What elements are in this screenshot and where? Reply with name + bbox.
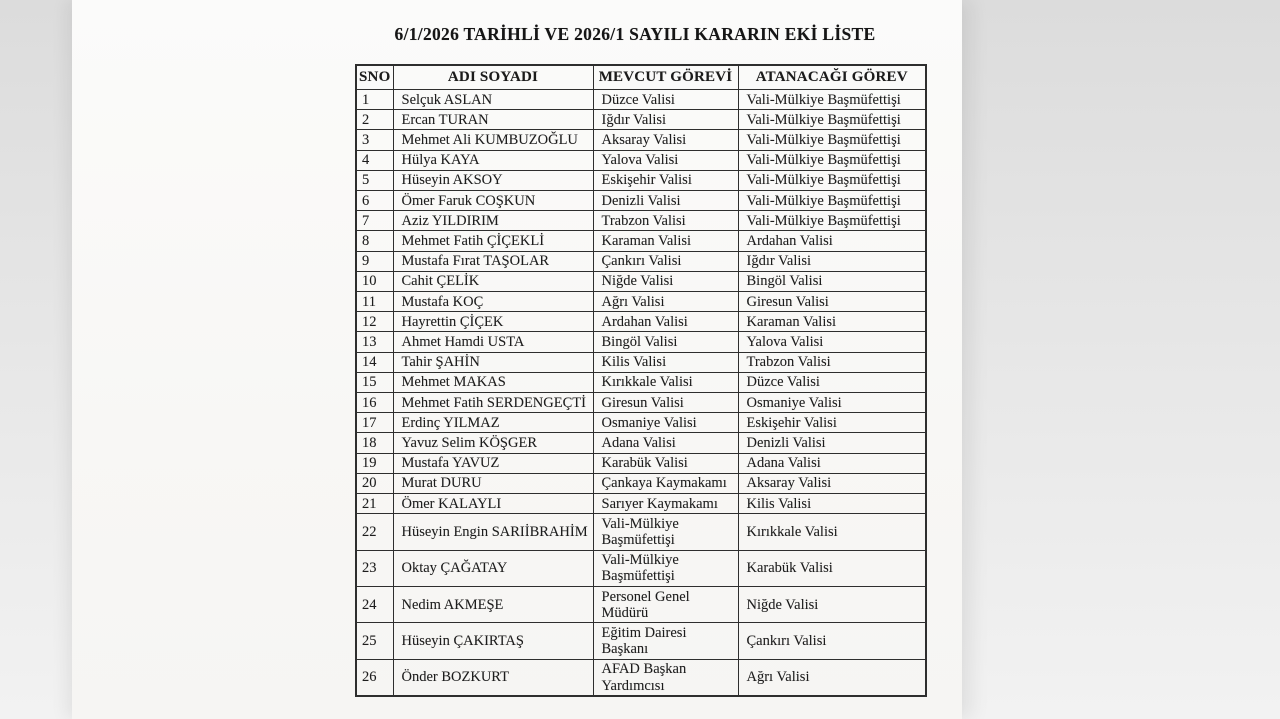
row-sno: 2 xyxy=(356,110,393,130)
row-name: Aziz YILDIRIM xyxy=(393,211,593,231)
table-row xyxy=(356,473,926,493)
row-sno: 12 xyxy=(356,312,393,332)
row-current-duty: Düzce Valisi xyxy=(593,90,738,110)
row-assigned-duty: Giresun Valisi xyxy=(738,292,926,312)
header-sno: SNO xyxy=(356,65,393,90)
row-name: Tahir ŞAHİN xyxy=(393,352,593,372)
row-assigned-duty: Trabzon Valisi xyxy=(738,352,926,372)
row-name: Önder BOZKURT xyxy=(393,659,593,696)
row-assigned-duty: Vali-Mülkiye Başmüfettişi xyxy=(738,150,926,170)
row-assigned-duty: Adana Valisi xyxy=(738,453,926,473)
appointments-table xyxy=(355,64,927,697)
row-assigned-duty: Kilis Valisi xyxy=(738,494,926,514)
row-assigned-duty: Aksaray Valisi xyxy=(738,473,926,493)
table-row xyxy=(356,271,926,291)
row-current-duty: Aksaray Valisi xyxy=(593,130,738,150)
row-sno: 13 xyxy=(356,332,393,352)
row-current-duty: Eğitim Dairesi Başkanı xyxy=(593,623,738,659)
row-current-duty: Eskişehir Valisi xyxy=(593,170,738,190)
row-current-duty: Ardahan Valisi xyxy=(593,312,738,332)
row-current-duty: Adana Valisi xyxy=(593,433,738,453)
row-assigned-duty: Eskişehir Valisi xyxy=(738,413,926,433)
row-current-duty: Sarıyer Kaymakamı xyxy=(593,494,738,514)
row-current-duty: Osmaniye Valisi xyxy=(593,413,738,433)
row-sno: 4 xyxy=(356,150,393,170)
row-name: Ömer KALAYLI xyxy=(393,494,593,514)
row-assigned-duty: Vali-Mülkiye Başmüfettişi xyxy=(738,90,926,110)
row-sno: 18 xyxy=(356,433,393,453)
row-sno: 15 xyxy=(356,372,393,392)
row-current-duty: Iğdır Valisi xyxy=(593,110,738,130)
row-sno: 5 xyxy=(356,170,393,190)
row-current-duty: Kilis Valisi xyxy=(593,352,738,372)
row-sno: 10 xyxy=(356,271,393,291)
row-name: Mehmet Fatih SERDENGEÇTİ xyxy=(393,393,593,413)
row-sno: 9 xyxy=(356,251,393,271)
row-current-duty: Giresun Valisi xyxy=(593,393,738,413)
header-current-duty: MEVCUT GÖREVİ xyxy=(593,65,738,90)
row-assigned-duty: Karaman Valisi xyxy=(738,312,926,332)
row-current-duty: Trabzon Valisi xyxy=(593,211,738,231)
row-assigned-duty: Ardahan Valisi xyxy=(738,231,926,251)
row-sno: 23 xyxy=(356,550,393,586)
row-assigned-duty: Çankırı Valisi xyxy=(738,623,926,659)
row-name: Ömer Faruk COŞKUN xyxy=(393,191,593,211)
row-assigned-duty: Osmaniye Valisi xyxy=(738,393,926,413)
row-sno: 26 xyxy=(356,659,393,696)
document-title: 6/1/2026 TARİHLİ VE 2026/1 SAYILI KARARIN EKİ LİSTE xyxy=(394,24,876,44)
table-row xyxy=(356,393,926,413)
row-name: Mehmet Ali KUMBUZOĞLU xyxy=(393,130,593,150)
row-current-duty: Vali-Mülkiye Başmüfettişi xyxy=(593,550,738,586)
row-assigned-duty: Vali-Mülkiye Başmüfettişi xyxy=(738,191,926,211)
row-name: Mehmet Fatih ÇİÇEKLİ xyxy=(393,231,593,251)
row-sno: 22 xyxy=(356,514,393,550)
table-row xyxy=(356,413,926,433)
row-assigned-duty: Niğde Valisi xyxy=(738,587,926,623)
table-row xyxy=(356,372,926,392)
row-sno: 6 xyxy=(356,191,393,211)
table-row xyxy=(356,623,926,659)
table-row xyxy=(356,453,926,473)
row-name: Hüseyin Engin SARIİBRAHİM xyxy=(393,514,593,550)
row-sno: 25 xyxy=(356,623,393,659)
table-row xyxy=(356,251,926,271)
row-assigned-duty: Iğdır Valisi xyxy=(738,251,926,271)
table-row xyxy=(356,312,926,332)
row-name: Erdinç YILMAZ xyxy=(393,413,593,433)
row-sno: 24 xyxy=(356,587,393,623)
row-sno: 14 xyxy=(356,352,393,372)
table-row xyxy=(356,170,926,190)
row-assigned-duty: Karabük Valisi xyxy=(738,550,926,586)
row-name: Hüseyin AKSOY xyxy=(393,170,593,190)
row-name: Mehmet MAKAS xyxy=(393,372,593,392)
row-name: Yavuz Selim KÖŞGER xyxy=(393,433,593,453)
table-row xyxy=(356,231,926,251)
table-header-row xyxy=(356,65,926,90)
row-assigned-duty: Vali-Mülkiye Başmüfettişi xyxy=(738,130,926,150)
row-assigned-duty: Vali-Mülkiye Başmüfettişi xyxy=(738,211,926,231)
header-name: ADI SOYADI xyxy=(393,65,593,90)
table-row xyxy=(356,191,926,211)
row-name: Murat DURU xyxy=(393,473,593,493)
row-current-duty: Niğde Valisi xyxy=(593,271,738,291)
row-sno: 16 xyxy=(356,393,393,413)
table-row xyxy=(356,332,926,352)
row-name: Cahit ÇELİK xyxy=(393,271,593,291)
header-assigned-duty: ATANACAĞI GÖREV xyxy=(738,65,926,90)
row-sno: 3 xyxy=(356,130,393,150)
row-current-duty: Yalova Valisi xyxy=(593,150,738,170)
row-name: Mustafa KOÇ xyxy=(393,292,593,312)
row-current-duty: Karabük Valisi xyxy=(593,453,738,473)
row-current-duty: Kırıkkale Valisi xyxy=(593,372,738,392)
row-name: Selçuk ASLAN xyxy=(393,90,593,110)
row-sno: 11 xyxy=(356,292,393,312)
row-name: Ercan TURAN xyxy=(393,110,593,130)
table-row xyxy=(356,352,926,372)
table-row xyxy=(356,514,926,550)
row-sno: 19 xyxy=(356,453,393,473)
row-assigned-duty: Denizli Valisi xyxy=(738,433,926,453)
table-row xyxy=(356,587,926,623)
table-row xyxy=(356,211,926,231)
row-name: Hülya KAYA xyxy=(393,150,593,170)
row-sno: 8 xyxy=(356,231,393,251)
document-content xyxy=(355,24,925,697)
row-name: Mustafa Fırat TAŞOLAR xyxy=(393,251,593,271)
row-name: Ahmet Hamdi USTA xyxy=(393,332,593,352)
row-name: Nedim AKMEŞE xyxy=(393,587,593,623)
row-current-duty: Çankaya Kaymakamı xyxy=(593,473,738,493)
row-name: Oktay ÇAĞATAY xyxy=(393,550,593,586)
row-current-duty: Personel Genel Müdürü xyxy=(593,587,738,623)
table-body xyxy=(356,90,926,697)
table-row xyxy=(356,433,926,453)
row-assigned-duty: Yalova Valisi xyxy=(738,332,926,352)
row-current-duty: Karaman Valisi xyxy=(593,231,738,251)
table-row xyxy=(356,110,926,130)
row-assigned-duty: Düzce Valisi xyxy=(738,372,926,392)
row-sno: 7 xyxy=(356,211,393,231)
row-current-duty: AFAD Başkan Yardımcısı xyxy=(593,659,738,696)
row-sno: 21 xyxy=(356,494,393,514)
row-name: Mustafa YAVUZ xyxy=(393,453,593,473)
row-assigned-duty: Kırıkkale Valisi xyxy=(738,514,926,550)
row-sno: 17 xyxy=(356,413,393,433)
table-row xyxy=(356,150,926,170)
table-row xyxy=(356,130,926,150)
row-current-duty: Denizli Valisi xyxy=(593,191,738,211)
table-row xyxy=(356,90,926,110)
row-assigned-duty: Vali-Mülkiye Başmüfettişi xyxy=(738,170,926,190)
row-sno: 1 xyxy=(356,90,393,110)
table-header xyxy=(356,65,926,90)
row-assigned-duty: Ağrı Valisi xyxy=(738,659,926,696)
table-row xyxy=(356,659,926,696)
row-assigned-duty: Bingöl Valisi xyxy=(738,271,926,291)
row-current-duty: Bingöl Valisi xyxy=(593,332,738,352)
row-current-duty: Vali-Mülkiye Başmüfettişi xyxy=(593,514,738,550)
row-current-duty: Ağrı Valisi xyxy=(593,292,738,312)
table-row xyxy=(356,292,926,312)
row-name: Hayrettin ÇİÇEK xyxy=(393,312,593,332)
row-assigned-duty: Vali-Mülkiye Başmüfettişi xyxy=(738,110,926,130)
row-sno: 20 xyxy=(356,473,393,493)
table-row xyxy=(356,494,926,514)
row-name: Hüseyin ÇAKIRTAŞ xyxy=(393,623,593,659)
row-current-duty: Çankırı Valisi xyxy=(593,251,738,271)
table-row xyxy=(356,550,926,586)
